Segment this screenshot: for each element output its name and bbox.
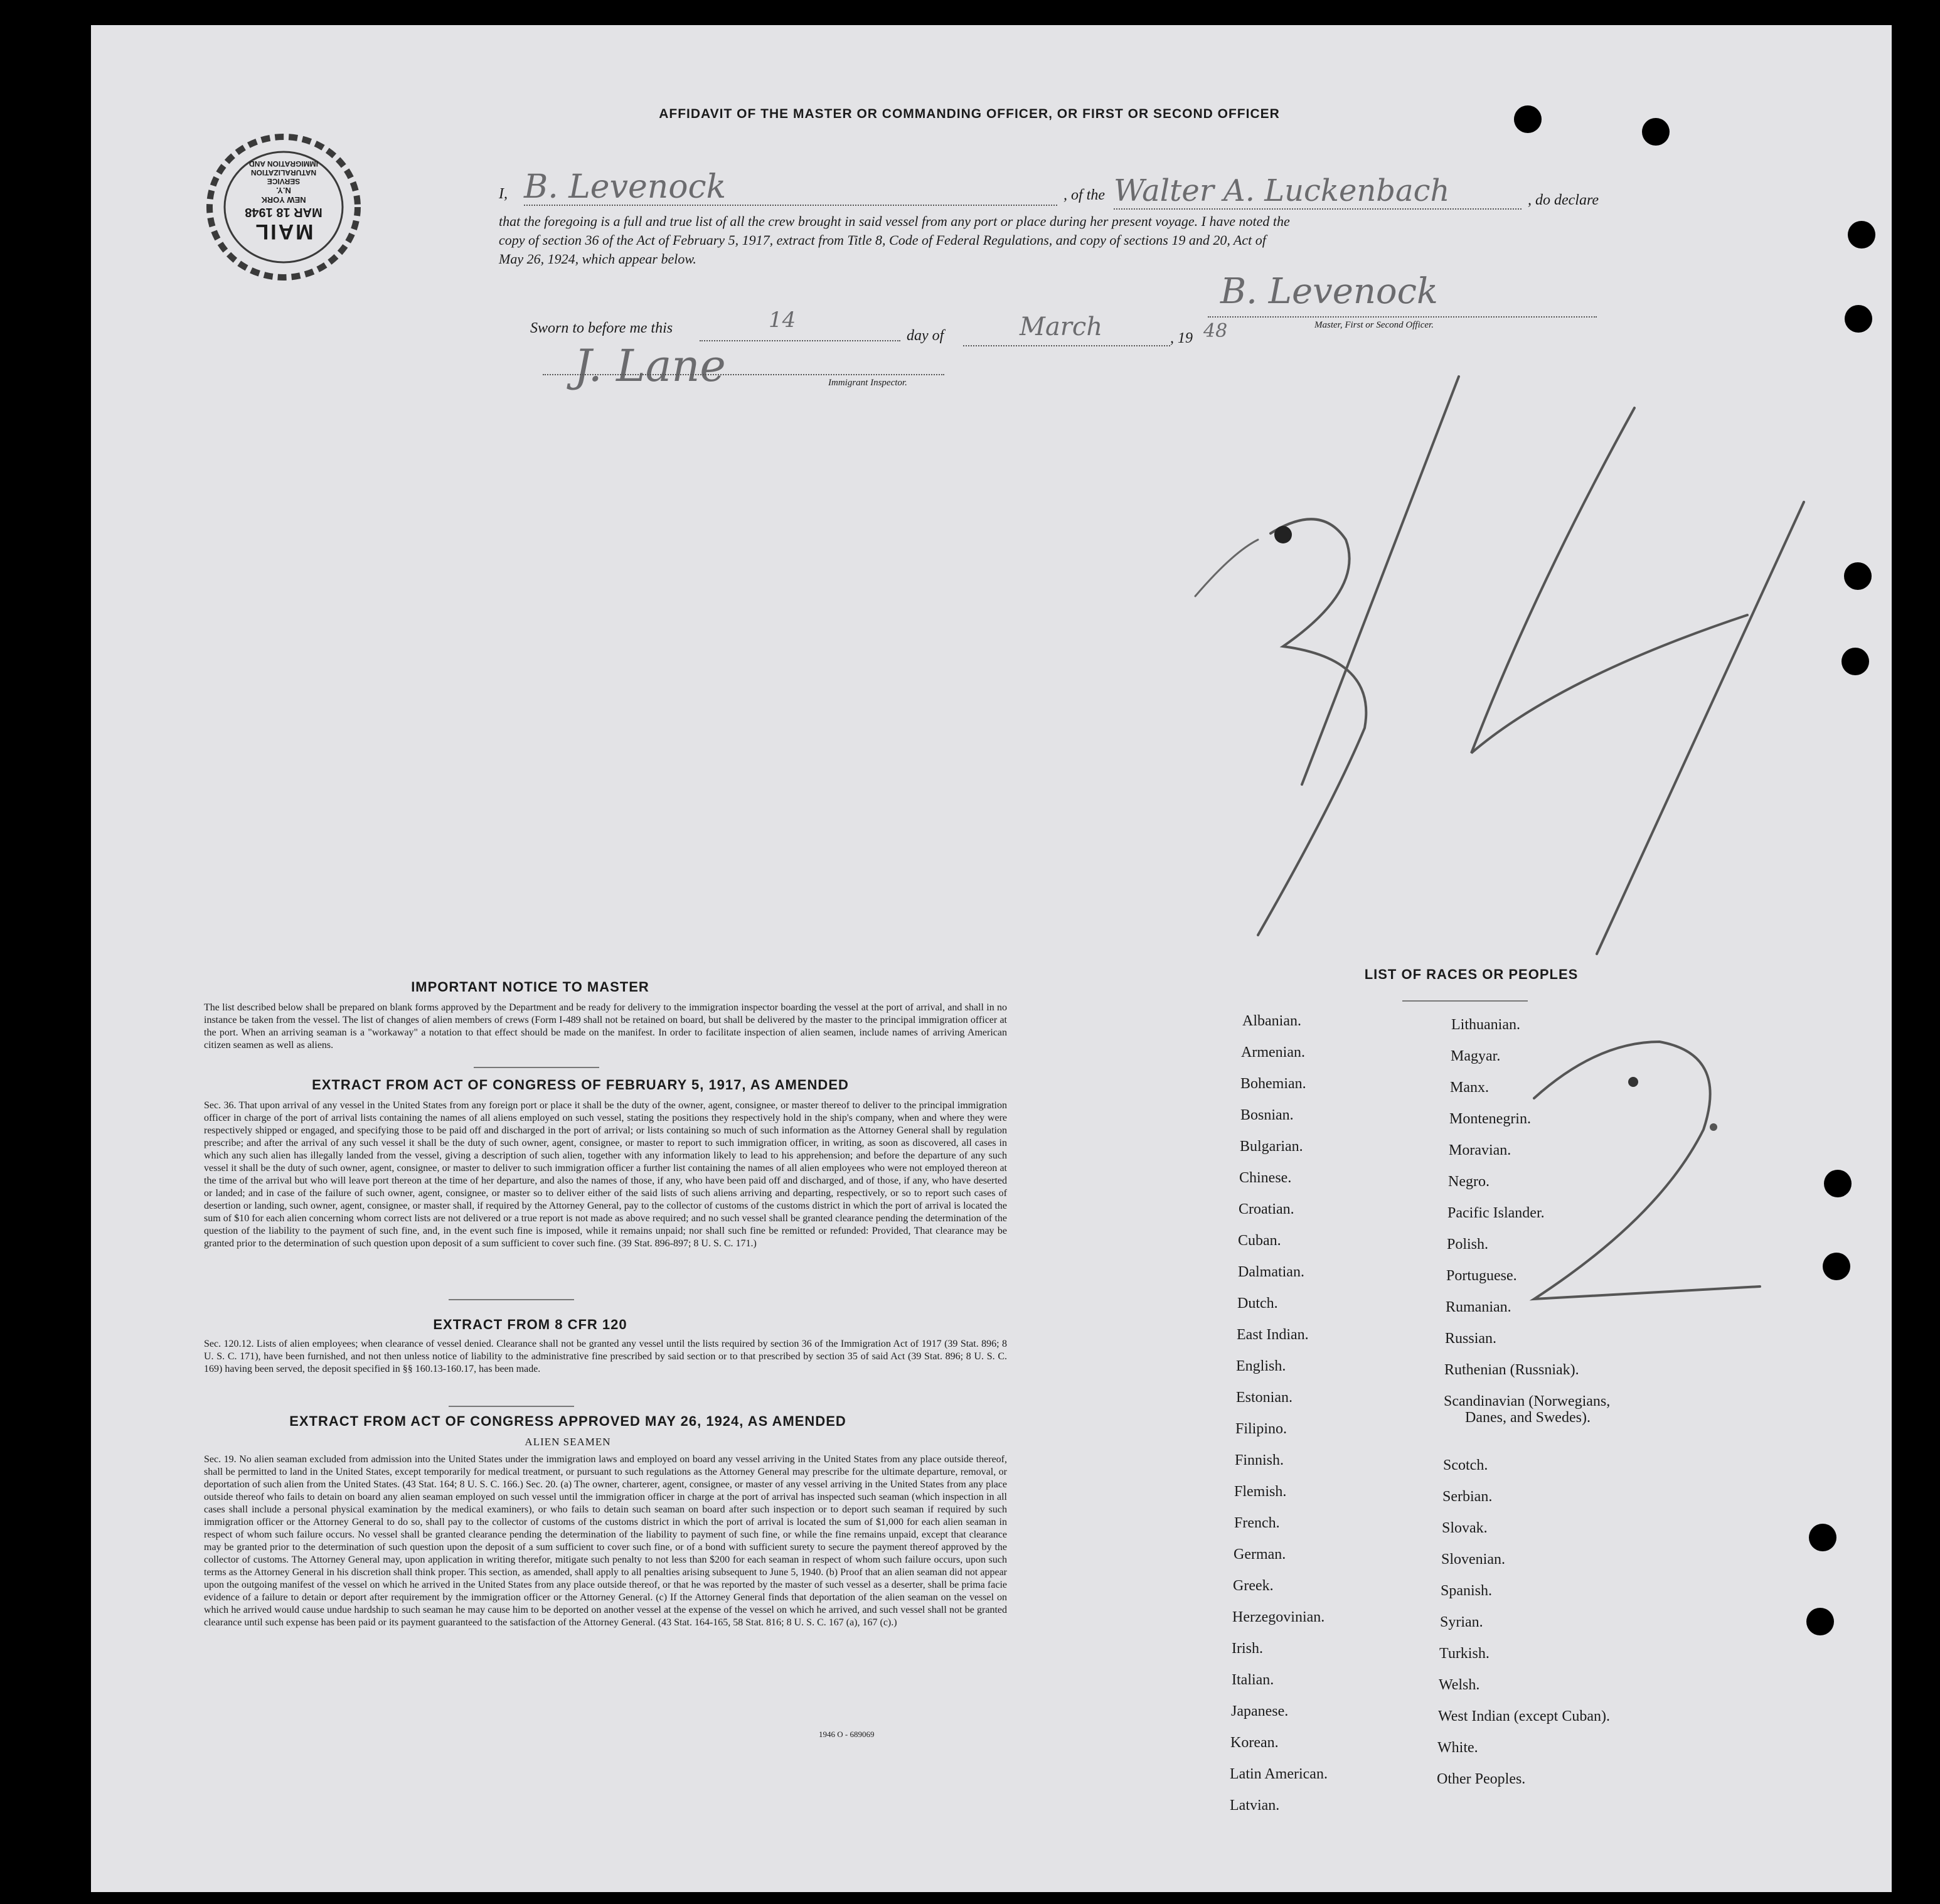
race-left-item: Latin American.: [1230, 1766, 1328, 1782]
punch-hole: [1642, 118, 1670, 146]
extract-1924-text: Sec. 19. No alien seaman excluded from admission into the United States under the immigration laws and employed on board any vessel arriving in the United States from any place outside thereof, shall be permitted to land in the United States, except temporarily for medical treatment, or pursuant to such regulations as the Attorney General may prescribe for the ultimate departure, removal, or deportation of such alien from the United States. (43 Stat. 164; 8 U. S. C. 166.) Sec. 20. (a) The owner, charterer, agent, consignee, or master of any vessel arriving in the United States from any place outside thereof who fails to detain on board any alien seaman employed on such vessel until the immigration officer in charge at the port of arrival has inspected such seaman (which inspection in all cases shall include a personal physical examination by the medical examiners), or who fails to detain such seaman on board after such inspection or to deport such seaman if required by such immigration officer or the Attorney General to do so, shall pay to the collector of customs of the customs district in which the port of arrival is located the sum of $1,000 for each alien seaman in respect of whom such failure occurs. No vessel shall be granted clearance pending the determination of the liability to payment of such fine, or while the fine remains unpaid, except that clearance may be granted prior to the determination of such question upon the deposit of a sum sufficient to cover such fine, or of a bond with sufficient surety to secure the payment thereof approved by the collector of customs. The Attorney General may, upon application in writing therefor, mitigate such penalty to not less than $200 for each seaman in respect of whom such failure occurs, upon such terms as the Attorney General in his discretion shall think proper. This section, as amended, shall apply to all penalties arising subsequent to June 5, 1940. (b) Proof that an alien seaman did not appear upon the outgoing manifest of the vessel on which he arrived in the United States from any place outside thereof, or that he was reported by the master of such vessel as a deserter, shall be prima facie evidence of a failure to detain or deport after requirement by the immigration officer or the Attorney General. (c) If the Attorney General finds that deportation of the alien seaman on the vessel on which he arrived would cause undue hardship to such seaman he may cause him to be deported on another vessel at the expense of the vessel on which he arrived, and such vessel shall not be granted clearance until such expense has been paid or its payment guaranteed to the satisfaction of the Attorney General. (43 Stat. 164-165, 58 Stat. 816; 8 U. S. C. 167 (a), 167 (c).): [204, 1454, 1007, 1628]
race-right-item: Syrian.: [1440, 1614, 1483, 1630]
race-left-item: Latvian.: [1230, 1797, 1280, 1814]
divider: [474, 1067, 599, 1068]
notice-text: The list described below shall be prepared on blank forms approved by the Department and be ready for delivery to the immigration inspector boarding the vessel at the port of arrival, and shall in no instance be taken from the vessel. The list of changes of alien members of crews (Form I-489 shall not be retained on board, but shall be delivered by the master to the principal immigration officer at the port. When an arriving seaman is a "workaway" a notation to that effect should be made on the manifest. In order to facilitate inspection of alien seamen, include names of arriving American citizen seamen as well as aliens.: [204, 1002, 1007, 1051]
stamp-line: N.Y.: [276, 186, 291, 195]
race-left-item: Greek.: [1233, 1578, 1274, 1594]
race-right-item: Turkish.: [1439, 1645, 1490, 1662]
punch-hole: [1848, 221, 1875, 249]
race-right-item: Manx.: [1450, 1079, 1489, 1096]
race-right-item: Lithuanian.: [1451, 1017, 1520, 1033]
race-right-item: Pacific Islander.: [1447, 1205, 1545, 1221]
race-right-item: Portuguese.: [1446, 1268, 1517, 1284]
inspector-signature-line: [543, 374, 944, 375]
race-left-item: Korean.: [1230, 1735, 1279, 1751]
race-left-item: Bohemian.: [1240, 1076, 1306, 1092]
race-right-item: Danes, and Swedes).: [1465, 1409, 1591, 1426]
divider: [449, 1299, 574, 1300]
punch-hole: [1845, 305, 1872, 333]
race-right-item: Slovak.: [1442, 1520, 1488, 1536]
affidavit-body-line: that the foregoing is a full and true list of all the crew brought in said vessel from any port or place during her present voyage. I have noted the: [499, 213, 1290, 229]
day-of-label: day of: [907, 328, 944, 344]
extract-1924-subtitle: ALIEN SEAMEN: [525, 1436, 611, 1448]
punch-hole: [1514, 105, 1542, 133]
vessel-name-line: [1114, 208, 1522, 210]
race-left-item: Bosnian.: [1240, 1107, 1294, 1123]
race-left-item: Armenian.: [1241, 1044, 1305, 1061]
stamp-line: NATURALIZATION: [250, 168, 317, 177]
inspector-signature-handwritten: J. Lane: [574, 340, 726, 392]
master-signature-label: Master, First or Second Officer.: [1314, 320, 1434, 330]
race-left-item: Irish.: [1232, 1640, 1263, 1657]
race-left-item: Dutch.: [1237, 1295, 1278, 1312]
notice-title: IMPORTANT NOTICE TO MASTER: [411, 979, 649, 995]
race-left-item: English.: [1236, 1358, 1286, 1374]
punch-hole: [1806, 1608, 1834, 1635]
extract-cfr-text: Sec. 120.12. Lists of alien employees; when clearance of vessel denied. Clearance shall not be granted any vessel until the lists required by section 36 of the Immigration Act of 1917 (39 Stat. 896; 8 U. S. C. 171), have been furnished, and not then unless notice of liability to the administrative fine prescribed by said section or to that prescribed by section 35 of said Act (39 Stat. 896; 8 U. S. C. 169) having been served, the deposit specified in §§ 160.13-160.17, has been made.: [204, 1339, 1007, 1374]
punch-hole: [1809, 1524, 1836, 1551]
race-right-item: Montenegrin.: [1449, 1111, 1531, 1127]
race-left-item: French.: [1234, 1515, 1280, 1531]
race-right-item: West Indian (except Cuban).: [1438, 1708, 1610, 1725]
race-right-item: Polish.: [1447, 1236, 1489, 1253]
race-left-item: German.: [1234, 1546, 1286, 1563]
page-mark-text: [91, 25, 92, 26]
race-left-item: Chinese.: [1239, 1170, 1292, 1186]
inspector-label: Immigrant Inspector.: [828, 378, 907, 388]
page-number-mark: [1522, 1029, 1860, 1330]
race-left-item: Dalmatian.: [1238, 1264, 1304, 1280]
extract-1917-text: Sec. 36. That upon arrival of any vessel in the United States from any foreign port or place it shall be the duty of the owner, agent, consignee, or master thereof to deliver to the principal immigration officer in charge of the port of arrival lists containing the names of all aliens employed on such vessel, stating the positions they respectively hold in the ship's company, when and where they were respectively shipped or engaged, and specifying those to be paid off and discharged in the port of arrival; or lists containing so much of such information as the Attorney General shall by regulation prescribe; and after the arrival of any such vessel it shall be the duty of such owner, agent, consignee, or master to report to such immigration officer, in writing, as soon as discovered, all cases in which any such alien has illegally landed from the vessel, giving a description of such alien, together with any information likely to lead to his apprehension; and before the departure of any such vessel it shall be the duty of such owner, agent, consignee, or master to deliver to such immigration officer a further list containing the names of all alien employees who were not employed thereon at the time of the arrival but who will leave port thereon at the time of her departure, and also the names of those, if any, who have been paid off and discharged, and of those, if any, who have deserted or landed; and in case of the failure of such owner, agent, consignee, or master so to deliver either of the said lists of such aliens arriving and departing, respectively, or so to report such cases of desertion or landing, such owner, agent, consignee, or master shall, if required by the Attorney General, pay to the collector of customs of the customs district in which the port of arrival is located the sum of $10 for each alien concerning whom correct lists are not delivered or a true report is not made as above required; and no such vessel shall be granted clearance pending the determination of the question of the liability to the payment of such fine, and, in the event such fine is imposed, while it remains unpaid; nor shall such fine be remitted or refunded: Provided, That clearance may be granted prior to the determination of such question upon deposit of a sum sufficient to cover such fine. (39 Stat. 896-897; 8 U. S. C. 171.): [204, 1100, 1007, 1249]
affidavit-i-label: I,: [499, 186, 508, 202]
race-left-item: Italian.: [1232, 1672, 1274, 1688]
race-right-item: Spanish.: [1441, 1583, 1493, 1599]
extract-cfr-title: EXTRACT FROM 8 CFR 120: [433, 1317, 627, 1332]
stamp-date: MAR 18 1948: [245, 205, 322, 219]
affidavit-title: AFFIDAVIT OF THE MASTER OR COMMANDING OFFICER, OR FIRST OR SECOND OFFICER: [659, 107, 1280, 121]
sworn-month-line: [963, 345, 1170, 346]
races-title: LIST OF RACES OR PEOPLES: [1364, 966, 1579, 982]
master-name-line: [524, 205, 1057, 206]
race-right-item: Scandinavian (Norwegians,: [1444, 1393, 1611, 1409]
race-right-item: Russian.: [1445, 1330, 1497, 1347]
master-name-handwritten: B. Levenock: [524, 168, 727, 206]
stamp-line: SERVICE: [267, 177, 301, 186]
race-left-item: Herzegovinian.: [1232, 1609, 1325, 1625]
affidavit-body-line: May 26, 1924, which appear below.: [499, 251, 696, 267]
sworn-month-handwritten: March: [1020, 313, 1103, 341]
race-right-item: Magyar.: [1451, 1048, 1501, 1064]
print-code: 1946 O - 689069: [819, 1730, 875, 1739]
sworn-day-line: [700, 340, 900, 341]
stamp-top-text: MAIL: [253, 220, 314, 243]
race-left-item: Bulgarian.: [1240, 1138, 1303, 1155]
race-right-item: White.: [1437, 1740, 1478, 1756]
race-right-item: Welsh.: [1439, 1677, 1480, 1693]
race-right-item: Ruthenian (Russniak).: [1444, 1362, 1579, 1378]
race-right-item: Other Peoples.: [1437, 1771, 1526, 1787]
sworn-year-handwritten: 48: [1203, 320, 1228, 342]
mail-stamp: [205, 132, 362, 282]
stamp-line: NEW YORK: [261, 195, 306, 205]
document-page: [91, 25, 1892, 1892]
race-right-item: Scotch.: [1443, 1457, 1488, 1473]
vessel-name-handwritten: Walter A. Luckenbach: [1114, 173, 1450, 208]
stamp-line: IMMIGRATION AND: [249, 159, 318, 168]
race-right-item: Negro.: [1448, 1174, 1490, 1190]
race-right-item: Rumanian.: [1446, 1299, 1511, 1315]
race-left-item: Flemish.: [1234, 1484, 1287, 1500]
affidavit-of-the: , of the: [1063, 187, 1105, 203]
race-left-item: Estonian.: [1236, 1389, 1292, 1406]
affidavit-do-declare: , do declare: [1528, 192, 1599, 208]
master-signature-handwritten: B. Levenock: [1220, 271, 1438, 312]
large-handwritten-mark: [1158, 351, 1860, 966]
extract-1917-title: EXTRACT FROM ACT OF CONGRESS OF FEBRUARY 5, 1917, AS AMENDED: [312, 1077, 849, 1093]
race-left-item: Finnish.: [1235, 1452, 1284, 1468]
divider: [1402, 1000, 1528, 1002]
race-left-item: East Indian.: [1237, 1327, 1309, 1343]
race-left-item: Cuban.: [1238, 1233, 1281, 1249]
extract-1924-title: EXTRACT FROM ACT OF CONGRESS APPROVED MAY 26, 1924, AS AMENDED: [289, 1413, 846, 1429]
affidavit-body-line: copy of section 36 of the Act of February 5, 1917, extract from Title 8, Code of Federal Regulations, and copy of sections 19 and 20, Act of: [499, 232, 1266, 248]
race-left-item: Croatian.: [1239, 1201, 1294, 1217]
race-left-item: Filipino.: [1235, 1421, 1287, 1437]
divider: [449, 1406, 574, 1407]
race-right-item: Serbian.: [1442, 1489, 1493, 1505]
race-right-item: Slovenian.: [1441, 1551, 1505, 1568]
race-left-item: Albanian.: [1242, 1013, 1301, 1029]
sworn-day-handwritten: 14: [769, 308, 796, 333]
sworn-label: Sworn to before me this: [530, 320, 673, 336]
race-left-item: Japanese.: [1231, 1703, 1289, 1719]
master-signature-line: [1208, 316, 1597, 318]
race-right-item: Moravian.: [1449, 1142, 1511, 1158]
year-prefix: , 19: [1170, 330, 1193, 346]
